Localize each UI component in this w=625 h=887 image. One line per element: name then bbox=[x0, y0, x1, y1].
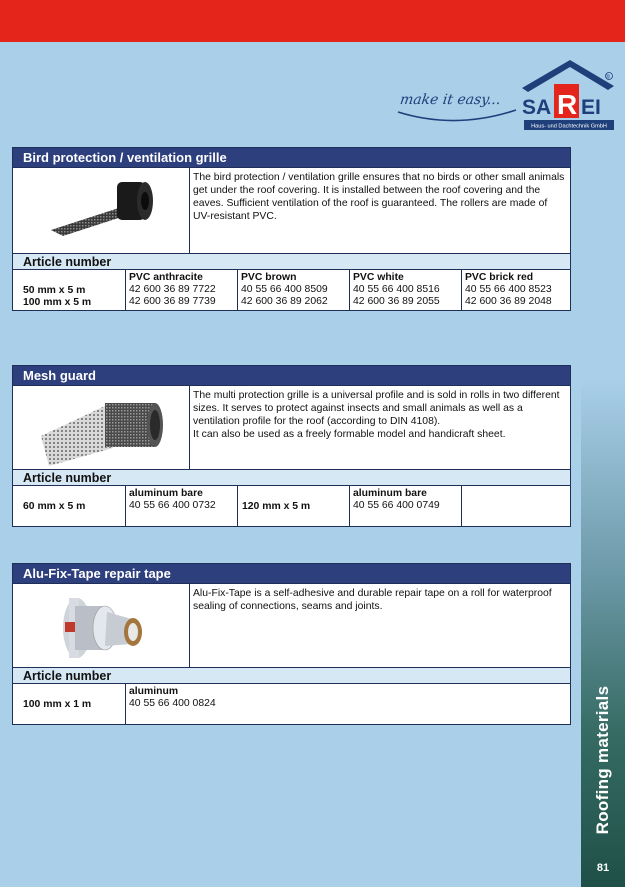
article-number: 42 600 36 89 7739 bbox=[129, 296, 216, 307]
article-number: 40 55 66 400 8509 bbox=[241, 284, 328, 295]
product-description: The bird protection / ventilation grille ensures that no birds or other small animals get under the roof covering. It is installed between the roof covering and the eaves. Sufficient ventilation of the roof is guaranteed. The rollers are made of UV-resistant PVC. bbox=[193, 172, 565, 222]
section-title: Alu-Fix-Tape repair tape bbox=[13, 564, 570, 584]
article-number: 42 600 36 89 2062 bbox=[241, 296, 328, 307]
variant-name: aluminum bare bbox=[353, 488, 427, 499]
article-number: 42 600 36 89 2055 bbox=[353, 296, 440, 307]
article-row bbox=[13, 684, 570, 724]
registered-mark: ® bbox=[605, 75, 610, 81]
size-cell: 60 mm x 5 m bbox=[13, 486, 126, 526]
swoosh-graphic bbox=[396, 108, 518, 128]
bird-protection-section bbox=[12, 147, 571, 311]
variant-name: PVC anthracite bbox=[129, 272, 203, 283]
alu-fix-tape-section bbox=[12, 563, 571, 725]
size-cell bbox=[13, 270, 126, 310]
empty-cell bbox=[238, 684, 570, 724]
variant-name: aluminum bare bbox=[129, 488, 203, 499]
variant-aluminum bbox=[126, 684, 238, 724]
product-image-mesh-guard bbox=[13, 386, 190, 469]
slogan: make it easy... bbox=[398, 92, 502, 108]
article-number: 40 55 66 400 0749 bbox=[353, 500, 440, 511]
variant-white bbox=[350, 270, 462, 310]
article-number: 40 55 66 400 0732 bbox=[129, 500, 216, 511]
section-title: Bird protection / ventilation grille bbox=[13, 148, 570, 168]
variant-brick-red bbox=[462, 270, 570, 310]
article-number-header: Article number bbox=[13, 254, 570, 270]
article-number: 40 55 66 400 8516 bbox=[353, 284, 440, 295]
article-number: 42 600 36 89 7722 bbox=[129, 284, 216, 295]
top-bar bbox=[0, 0, 625, 42]
article-number: 42 600 36 89 2048 bbox=[465, 296, 552, 307]
variant-name: PVC brown bbox=[241, 272, 297, 283]
article-number-header: Article number bbox=[13, 668, 570, 684]
size-cell: 100 mm x 1 m bbox=[13, 684, 126, 724]
product-image-ventilation-grille bbox=[13, 168, 190, 253]
description-text-2: It can also be used as a freely formable model and handicraft sheet. bbox=[193, 429, 506, 440]
product-row bbox=[13, 584, 570, 668]
product-image-repair-tape bbox=[13, 584, 190, 667]
sidebar-title: Roofing materials bbox=[593, 685, 612, 835]
product-row bbox=[13, 386, 570, 470]
company-name: Haus- und Dachtechnik GmbH bbox=[531, 123, 607, 130]
variant-aluminum-60 bbox=[126, 486, 238, 526]
article-row bbox=[13, 270, 570, 310]
description-text: The multi protection grille is a universal profile and is sold in rolls in two different sizes. It serves to protect against insects and small animals as well as a ventilation profile for the roof (according to DIN 4108). bbox=[193, 390, 560, 427]
variant-anthracite bbox=[126, 270, 238, 310]
size-cell: 120 mm x 5 m bbox=[238, 486, 350, 526]
section-title: Mesh guard bbox=[13, 366, 570, 386]
size-100: 100 mm x 5 m bbox=[23, 297, 92, 308]
variant-name: PVC white bbox=[353, 272, 404, 283]
company-logo bbox=[518, 56, 618, 132]
product-description: Alu-Fix-Tape is a self-adhesive and durable repair tape on a roll for waterproof sealing of connections, seams and joints. bbox=[193, 588, 552, 612]
product-row bbox=[13, 168, 570, 254]
mesh-guard-section bbox=[12, 365, 571, 527]
variant-brown bbox=[238, 270, 350, 310]
size-50: 50 mm x 5 m bbox=[23, 285, 86, 296]
article-number: 40 55 66 400 8523 bbox=[465, 284, 552, 295]
page-number: 81 bbox=[596, 862, 610, 874]
variant-aluminum-120 bbox=[350, 486, 462, 526]
logo-text-left: SA bbox=[522, 96, 552, 119]
article-number-header: Article number bbox=[13, 470, 570, 486]
empty-cell bbox=[462, 486, 570, 526]
logo-text-right: EI bbox=[581, 96, 601, 119]
variant-name: PVC brick red bbox=[465, 272, 534, 283]
product-description bbox=[190, 386, 570, 469]
variant-name: aluminum bbox=[129, 686, 179, 697]
article-number: 40 55 66 400 0824 bbox=[129, 698, 216, 709]
article-row bbox=[13, 486, 570, 526]
logo-text-middle: R bbox=[557, 89, 578, 120]
